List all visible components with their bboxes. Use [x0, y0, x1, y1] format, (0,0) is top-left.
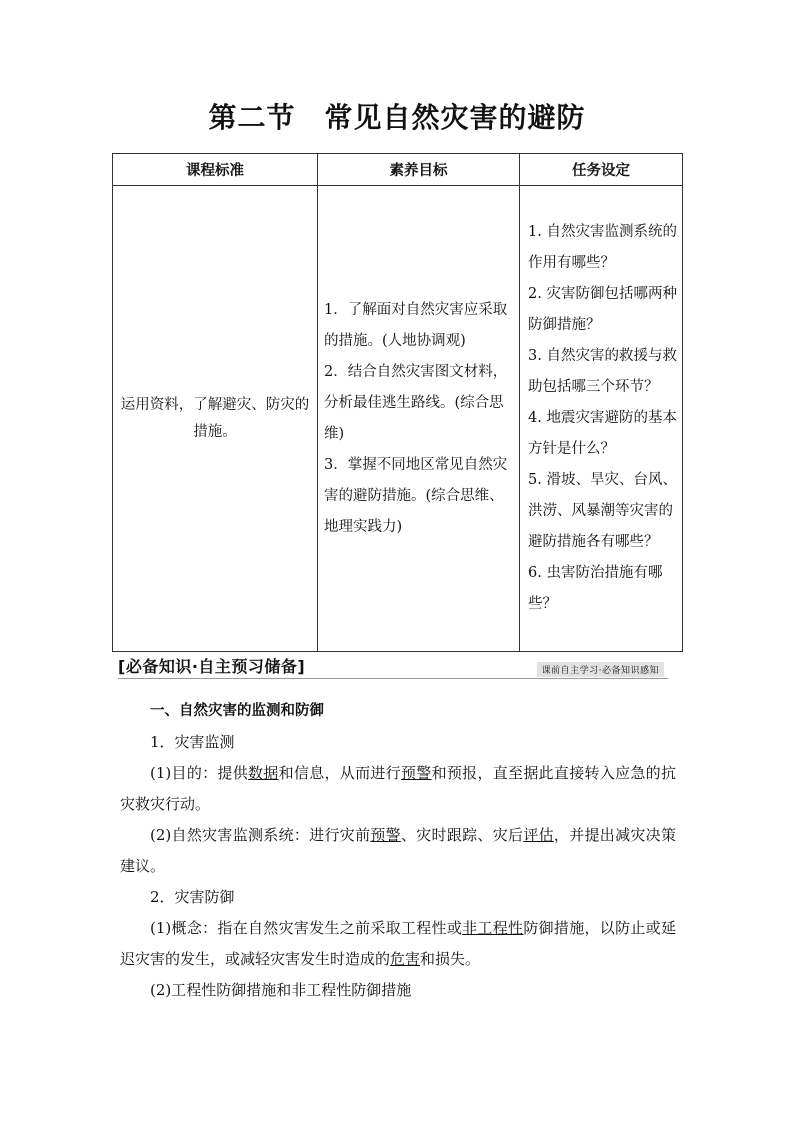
paragraph-measures: (2)工程性防御措施和非工程性防御措施: [150, 981, 412, 999]
subheading-defense: 2．灾害防御: [150, 888, 235, 906]
page-title: 第二节 常见自然灾害的避防: [208, 101, 586, 134]
task-item: 3. 自然灾害的救援与救助包括哪三个环节？: [528, 348, 677, 395]
header-literacy-goals: 素养目标: [318, 154, 520, 186]
task-item: 4. 地震灾害避防的基本方针是什么？: [528, 410, 677, 457]
course-standard-text: 运用资料，了解避灾、防灾的措施。: [120, 396, 310, 440]
header-task-setting: 任务设定: [520, 154, 683, 186]
task-item: 2. 灾害防御包括哪两种防御措施？: [528, 286, 677, 333]
literacy-goals-cell: [318, 186, 520, 652]
goal-item: 2．结合自然灾害图文材料，分析最佳逃生路线。(综合思维): [324, 363, 508, 442]
underlined-term: 非工程性: [462, 919, 524, 937]
task-item: 1. 自然灾害监测系统的作用有哪些？: [528, 224, 677, 271]
goal-item: 3．掌握不同地区常见自然灾害的避防措施。(综合思维、地理实践力): [324, 456, 508, 535]
table-body-row: [113, 186, 683, 652]
section-heading: [必备知识·自主预习储备]: [118, 657, 306, 676]
task-item: 6. 虫害防治措施有哪些？: [528, 565, 663, 612]
table-header-row: [113, 154, 683, 186]
objectives-table: [112, 153, 683, 652]
underlined-term: 危害: [390, 950, 421, 968]
paragraph-monitoring-system: (2)自然灾害监测系统：进行灾前预警、灾时跟踪、灾后评估，并提出减灾决策建议。: [120, 826, 676, 875]
body-content: [120, 696, 676, 1006]
underlined-term: 预警: [370, 826, 401, 844]
paragraph-concept: (1)概念：指在自然灾害发生之前采取工程性或非工程性防御措施，以防止或延迟灾害的发生，或减轻灾害发生时造成的危害和损失。: [120, 919, 676, 968]
underlined-term: 评估: [523, 826, 554, 844]
paragraph-purpose: (1)目的：提供数据和信息，从而进行预警和预报，直至据此直接转入应急的抗灾救灾行动。: [120, 764, 676, 813]
underlined-term: 数据: [248, 764, 279, 782]
section-tag: 课前自主学习·必备知识感知: [537, 662, 664, 677]
header-course-standard: 课程标准: [113, 154, 318, 186]
task-item: 5. 滑坡、旱灾、台风、洪涝、风暴潮等灾害的避防措施各有哪些？: [528, 472, 677, 550]
task-setting-cell: [520, 186, 683, 652]
underlined-term: 预警: [400, 764, 432, 782]
section-heading-bar: [118, 654, 668, 679]
subheading-monitoring: 1．灾害监测: [150, 733, 235, 751]
heading-monitoring-defense: 一、自然灾害的监测和防御: [150, 703, 324, 719]
course-standard-cell: [113, 186, 318, 652]
goal-item: 1．了解面对自然灾害应采取的措施。(人地协调观): [324, 301, 508, 349]
